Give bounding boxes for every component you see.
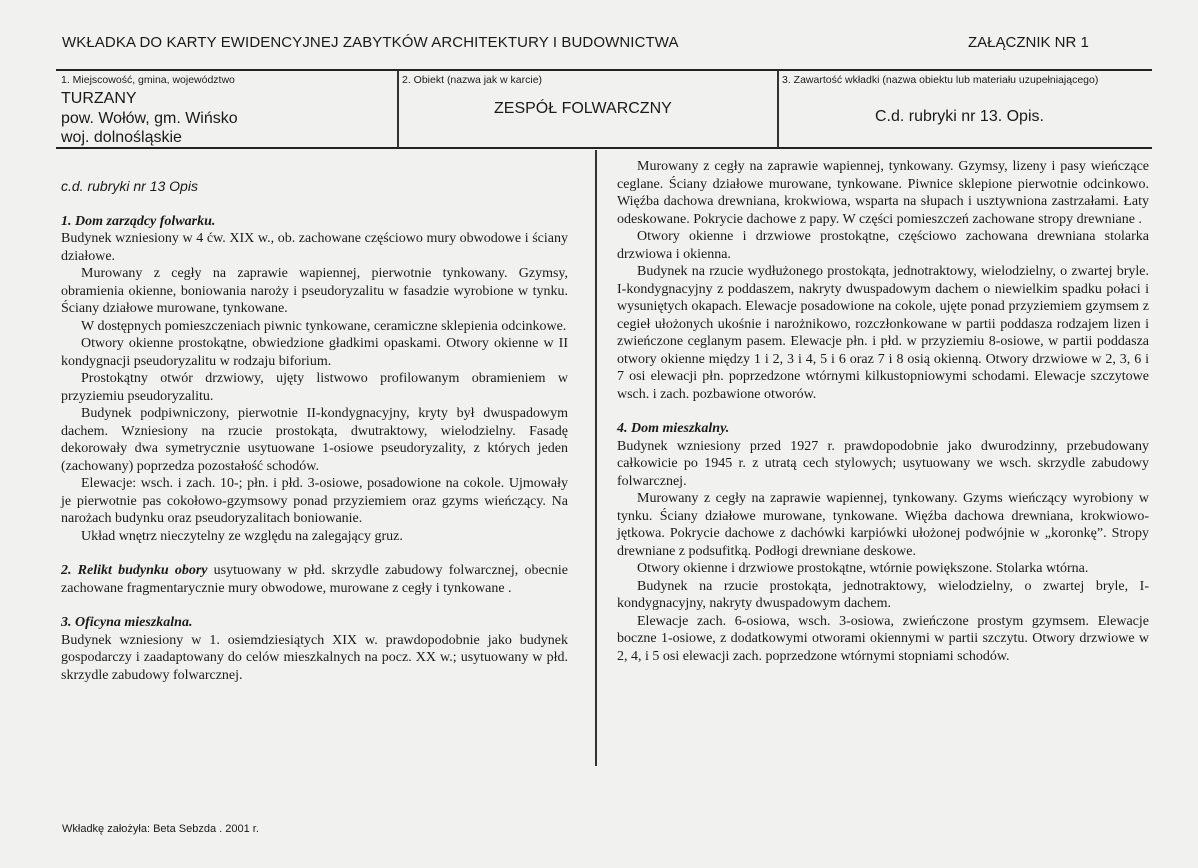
section-2-heading: 2. Relikt budynku obory [61,563,208,578]
section-3-paragraph: Otwory okienne i drzwiowe prostokątne, częściowo zachowana drewniana stolarka drzwiowa i okienna. [617,229,1149,262]
section-1-paragraph: W dostępnych pomieszczeniach piwnic tynkowane, ceramiczne sklepienia odcinkowe. [81,318,567,334]
field-1-value [61,89,238,148]
field-2-label: 2. Obiekt (nazwa jak w karcie) [402,74,543,86]
table-divider-2 [777,70,779,148]
field-2-value: ZESPÓŁ FOLWARCZNY [494,100,672,117]
section-4-paragraph: Otwory okienne i drzwiowe prostokątne, wtórnie powiększone. Stolarka wtórna. [637,561,1089,576]
column-divider [595,150,597,766]
field-1-label: 1. Miejscowość, gmina, województwo [61,74,235,86]
section-4-heading: 4. Dom mieszkalny. [617,421,730,436]
field-3-value: C.d. rubryki nr 13. Opis. [875,108,1044,125]
section-1-paragraph: Murowany z cegły na zaprawie wapiennej, pierwotnie tynkowany. Gzymsy, obramienia okienne, boniowania naroży i pseudoryzalitu w fasadzie wyrobione w tynku. Ściany działowe murowane, tynkowane. [61,266,568,316]
section-3-paragraph: Budynek wzniesiony w 1. osiemdziesiątych XIX w. prawdopodobnie jako budynek gospodarczy i zaadaptowany do celów mieszkalnych na pocz. XX w.; usytuowany w płd. skrzydle zabudowy folwarcznej. [61,632,568,683]
table-top-rule [56,69,1152,71]
section-1-paragraph: Budynek wzniesiony w 4 ćw. XIX w., ob. zachowane częściowo mury obwodowe i ściany działowe. [61,231,568,264]
section-2-text: usytuowany w płd. skrzydle zabudowy folwarcznej, obecnie zachowane fragmentarycznie mury obwodowe, murowane z cegły i tynkowane . [61,563,568,596]
section-1-paragraph: Prostokątny otwór drzwiowy, ujęty listwowo profilowanym obramieniem w przyziemiu pseudoryzalitu. [61,371,568,404]
right-column [617,158,1149,665]
section-4-paragraph: Elewacje zach. 6-osiowa, wsch. 3-osiowa, zwieńczone prostym gzymsem. Elewacje boczne 1-osiowe, z dodatkowymi otworami okiennymi w partii szczytu. Otwory drzwiowe w 2, 4, i 5 osi elewacji zach. poprzedzone wtórnymi stopniami schodów. [617,613,1149,664]
left-column [61,178,568,684]
section-2-paragraph [61,562,568,597]
continuation-note: c.d. rubryki nr 13 Opis [61,178,198,194]
section-3-paragraph: Murowany z cegły na zaprawie wapiennej, tynkowany. Gzymsy, lizeny i pasy wieńczące ceglane. Ściany działowe murowane, tynkowane. Piwnice sklepione pierwotnie odcinkowo. Więźba dachowa drewniana, krokwiowa, wsparta na słupach i usztywniona zastrzałami. Łaty odeskowane. Pokrycie dachowe z papy. W części pomieszczeń zachowane stropy drewniane . [617,159,1149,227]
table-divider-1 [397,70,399,148]
section-3-paragraph: Budynek na rzucie wydłużonego prostokąta, jednotraktowy, wielodzielny, o zwartej bryle. I-kondygnacyjny z poddaszem, nakryty dwuspadowym dachem o niewielkim spadku połaci i wysuniętych okapach. Elewacje posadowione na cokole, ujęte ponad przyziemiem gzymsem z cegieł ułożonych ukośnie i narożnikowo, rozczłonkowane w partii poddasza rodzajem lizen i zwieńczone ceglanym pasem. Elewacje płn. i płd. w przyziemiu 8-osiowe, w partii poddasza otwory okienne między 1 i 2, 3 i 4, 5 i 6 oraz 7 i 8 osią okienną. Otwory drzwiowe w 2, 3, 6 i 7 osi elewacji płn. poprzedzone wtórnymi kilkustopniowymi schodami. Elewacje szczytowe wsch. i zach. pozbawione otworów. [617,264,1149,402]
section-1-paragraph: Elewacje: wsch. i zach. 10-; płn. i płd. 3-osiowe, posadowione na cokole. Ujmowały je pierwotnie pas cokołowo-gzymsowy ponad przyziemiem oraz gzyms wieńczący. Na narożach budynku oraz pseudoryzalitach boniowanie. [61,476,568,526]
field-1-locality: TURZANY [61,90,137,107]
field-1-county: pow. Wołów, gm. Wińsko [61,109,238,127]
section-1-heading: 1. Dom zarządcy folwarku. [61,213,216,229]
section-1-paragraph: Budynek podpiwniczony, pierwotnie II-kondygnacyjny, kryty był dwuspadowym dachem. Wzniesiony na rzucie prostokąta, dwutraktowy, wielodzielny. Fasadę dekorowały dwa symetrycznie usytuowane 1-osiowe pseudoryzality, z których jeden (zachowany) poprzedza pozostałość schodów. [61,406,568,474]
section-4-paragraph: Budynek wzniesiony przed 1927 r. prawdopodobnie jako dwurodzinny, przebudowany całkowicie po 1945 r. z utratą cech stylowych; usytuowany we wsch. skrzydle zabudowy folwarcznej. [617,438,1149,489]
card-title: WKŁADKA DO KARTY EWIDENCYJNEJ ZABYTKÓW ARCHITEKTURY I BUDOWNICTWA [62,34,679,51]
author-footer: Wkładkę założyła: Beta Sebzda . 2001 r. [62,823,259,835]
section-3-heading: 3. Oficyna mieszkalna. [61,615,193,630]
section-4-paragraph: Budynek na rzucie prostokąta, jednotraktowy, wielodzielny, o zwartej bryle, I-kondygnacyjny, nakryty dwuspadowym dachem. [617,578,1149,611]
section-4-paragraph: Murowany z cegły na zaprawie wapiennej, tynkowany. Gzyms wieńczący wyrobiony w tynku. Ściany działowe murowane, tynkowane. Więźba dachowa drewniana, krokwiowo-jętkowa. Pokrycie dachowe z dachówki karpiówki ułożonej podwójnie w „koronkę”. Stropy drewniane z podsufitką. Podłogi drewniane deskowe. [617,491,1149,559]
field-1-voivodeship: woj. dolnośląskie [61,129,182,146]
attachment-number: ZAŁĄCZNIK NR 1 [968,34,1089,51]
section-1-paragraph: Otwory okienne prostokątne, obwiedzione gładkimi opaskami. Otwory okienne w II kondygnacji pseudoryzalitu w rodzaju biforium. [61,336,568,369]
section-1-paragraph: Układ wnętrz nieczytelny ze względu na zalegający gruz. [81,528,403,544]
field-3-label: 3. Zawartość wkładki (nazwa obiektu lub materiału uzupełniającego) [782,74,1099,86]
